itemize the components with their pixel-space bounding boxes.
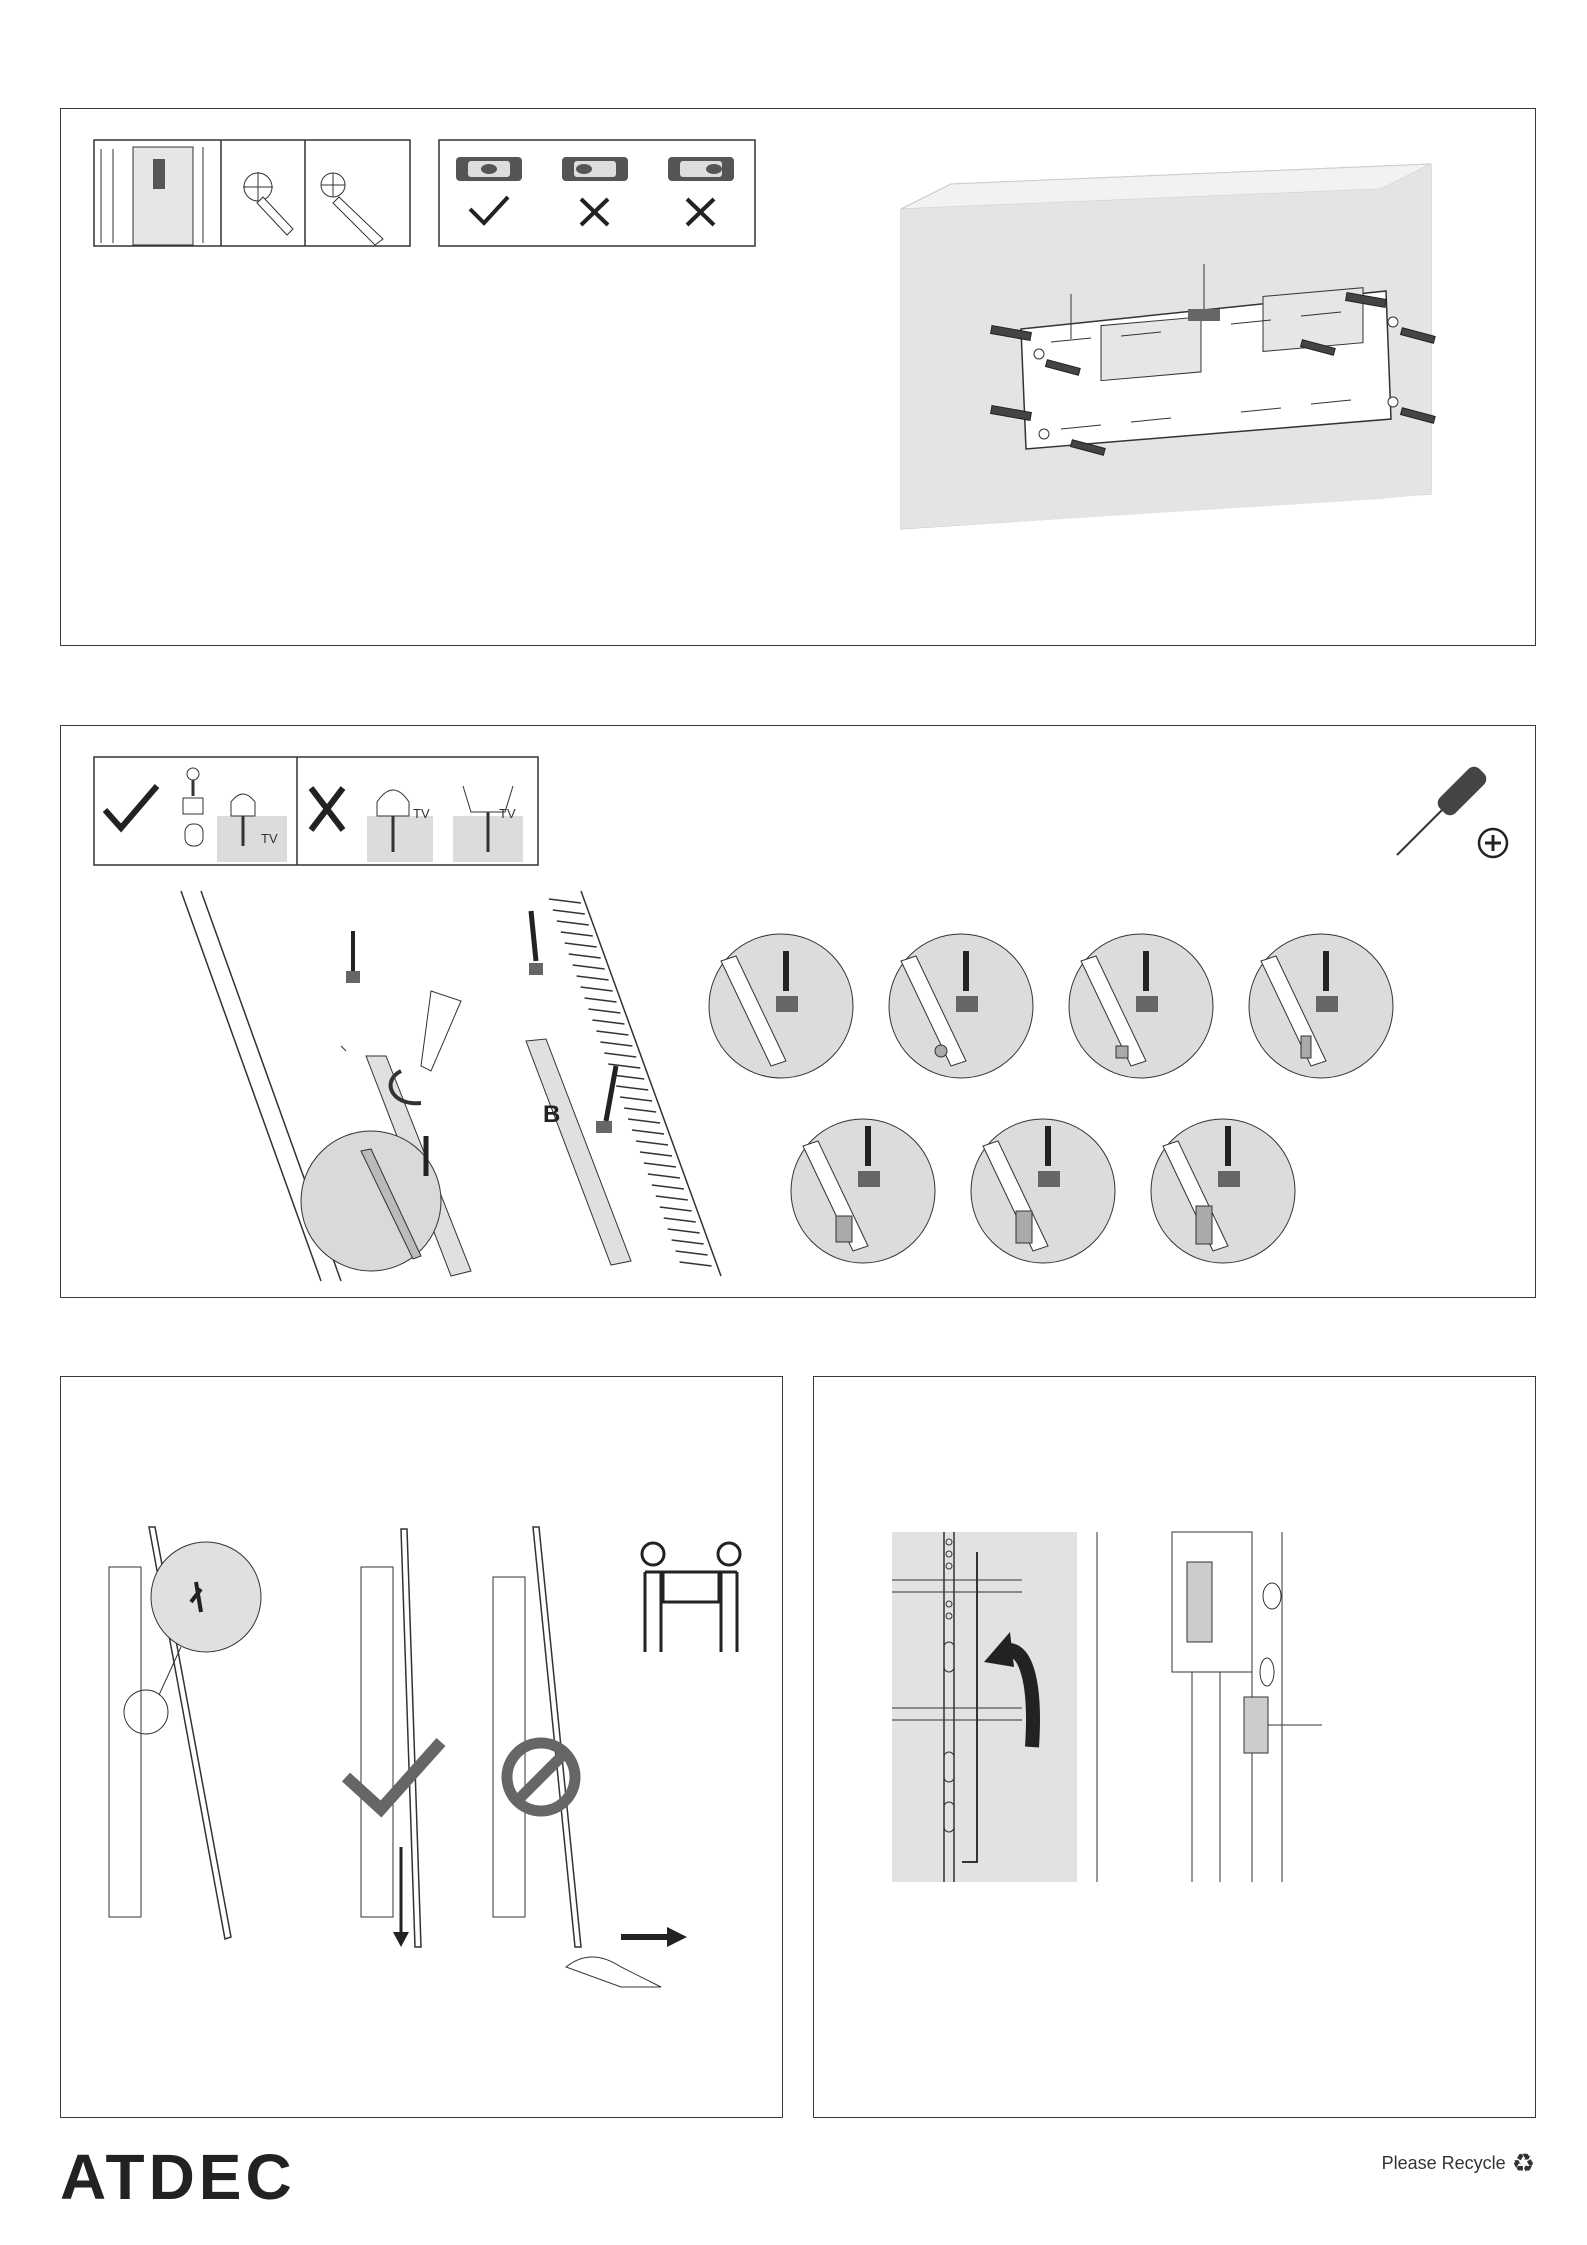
vent-slit (668, 1229, 700, 1233)
wall-plate-installed-illustration (891, 164, 1431, 584)
recycle-icon: ♻ (1511, 2148, 1535, 2178)
step-panel-hang-tv (60, 1376, 783, 2118)
vent-slit (624, 1108, 656, 1112)
vent-slit (592, 1020, 624, 1024)
vent-slit (656, 1196, 688, 1200)
tv-label-1: TV (261, 831, 278, 846)
vent-slit (585, 998, 617, 1002)
step-panel-wall-plate (60, 108, 1536, 646)
step-panel-lock-tv (813, 1376, 1536, 2118)
vent-slit (612, 1075, 644, 1079)
vent-slit (588, 1009, 620, 1013)
two-person-lift-icon (642, 1543, 740, 1652)
vent-slit (565, 943, 597, 947)
drill-marking-illustration (93, 139, 411, 247)
vent-slit (600, 1042, 632, 1046)
vent-slit (640, 1152, 672, 1156)
vent-slit (557, 921, 589, 925)
vent-slit (549, 899, 581, 903)
vent-slit (680, 1262, 712, 1266)
vent-slit (660, 1207, 692, 1211)
vent-slit (573, 965, 605, 969)
please-recycle (1382, 2150, 1535, 2176)
vent-slit (577, 976, 609, 980)
phillips-screwdriver-icon (1391, 751, 1511, 861)
vent-slit (672, 1240, 704, 1244)
step-panel-tv-brackets (60, 725, 1536, 1298)
vent-slit (648, 1174, 680, 1178)
vent-slit (604, 1053, 636, 1057)
atdec-logo: ATDEC (60, 2141, 296, 2213)
hardware-option-detail-3 (1066, 931, 1216, 1081)
lock-bracket-illustration (892, 1532, 1452, 1892)
level-check-illustration (438, 139, 756, 247)
tv-label-2: TV (413, 806, 430, 821)
spacer-usage-illustration (93, 756, 539, 866)
bracket-part-label: B (543, 1101, 561, 1128)
vent-slit (553, 910, 585, 914)
vent-slit (561, 932, 593, 936)
vent-slit (632, 1130, 664, 1134)
vent-slit (620, 1097, 652, 1101)
vent-slit (628, 1119, 660, 1123)
vent-slit (676, 1251, 708, 1255)
vent-slit (652, 1185, 684, 1189)
hardware-option-detail-1 (706, 931, 856, 1081)
vent-slit (636, 1141, 668, 1145)
vent-slit (664, 1218, 696, 1222)
vent-slit (644, 1163, 676, 1167)
vent-slit (608, 1064, 640, 1068)
tv-label-3: TV (499, 806, 516, 821)
hardware-option-detail-6 (968, 1116, 1118, 1266)
hardware-option-detail-5 (788, 1116, 938, 1266)
hang-tv-illustration (101, 1527, 741, 2027)
hardware-option-detail-2 (886, 931, 1036, 1081)
vent-slit (581, 987, 613, 991)
vent-slit (596, 1031, 628, 1035)
recycle-label: Please Recycle (1381, 2152, 1506, 2173)
hardware-option-detail-4 (1246, 931, 1396, 1081)
vent-slit (616, 1086, 648, 1090)
hardware-option-detail-7 (1148, 1116, 1298, 1266)
vent-slit (569, 954, 601, 958)
